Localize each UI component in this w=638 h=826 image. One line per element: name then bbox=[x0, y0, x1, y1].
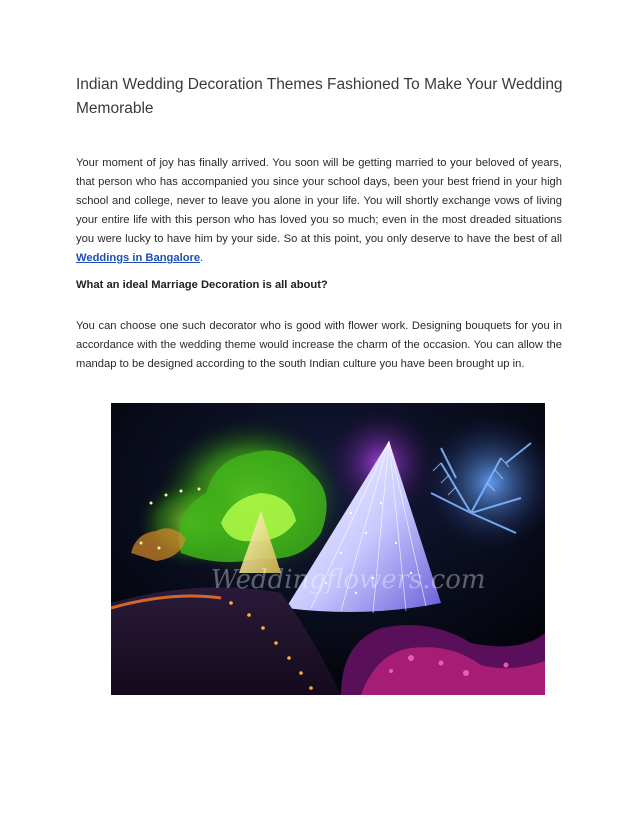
intro-paragraph bbox=[76, 154, 562, 268]
section-paragraph: You can choose one such decorator who is good with flower work. Designing bouquets for you in accordance with the wedding theme would increase the charm of the occasion. You can allow the mandap to be designed according to the south Indian culture you have been brought up in. bbox=[76, 320, 562, 370]
weddings-in-bangalore-link[interactable]: Weddings in Bangalore bbox=[76, 252, 201, 264]
intro-after-link: . bbox=[200, 252, 204, 264]
wedding-decoration-photo bbox=[111, 403, 545, 695]
document-title: Indian Wedding Decoration Themes Fashioned To Make Your Wedding Memorable bbox=[76, 76, 563, 117]
section-heading: What an ideal Marriage Decoration is all about? bbox=[76, 279, 328, 291]
photo-watermark: Weddingflowers.com bbox=[211, 565, 486, 595]
intro-text: Your moment of joy has finally arrived. You soon will be getting married to your beloved of years, that person who has accompanied you since your school days, been your best friend in your high school and college, never to leave you alone in your life. You will shortly exchange vows of living your entire life with this person who has loved you so much; even in the most dreaded situations you were lucky to have him by your side. So at this point, you only deserve to have the best of all bbox=[76, 157, 562, 245]
photo-illustration bbox=[111, 403, 545, 695]
